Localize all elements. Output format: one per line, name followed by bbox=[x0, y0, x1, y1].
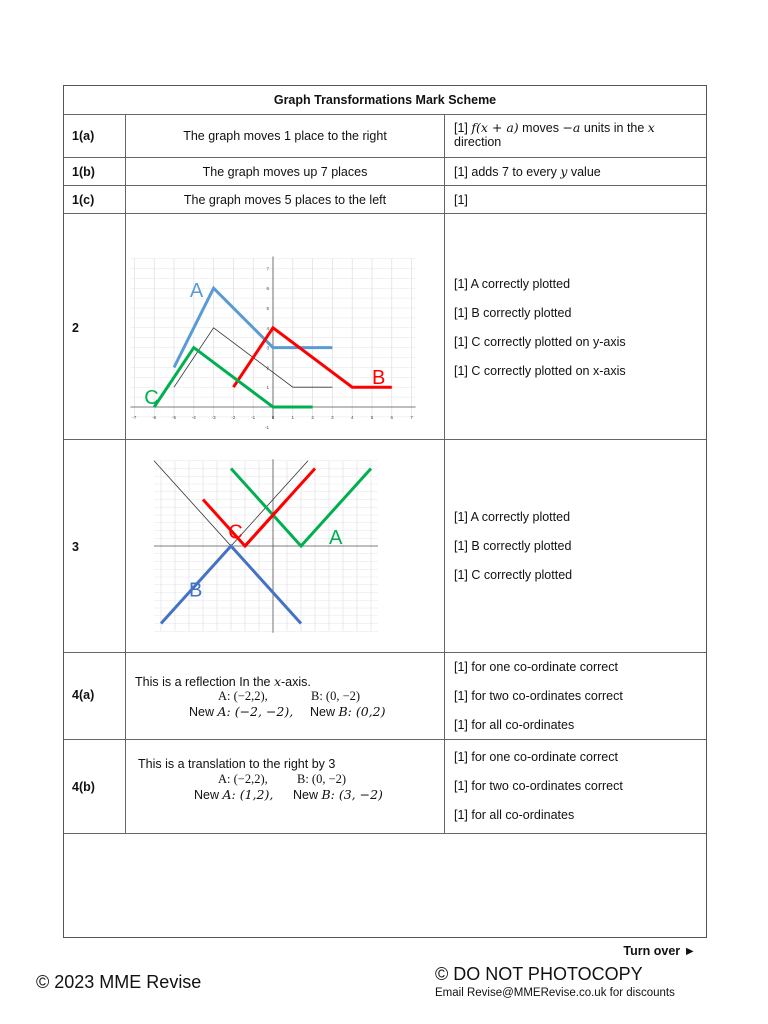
mark-text: [1] B correctly plotted bbox=[454, 539, 572, 553]
graph-label-b: B bbox=[189, 579, 203, 602]
mark-text: [1] for two co-ordinates correct bbox=[454, 689, 623, 703]
mark-text: [1] for all co-ordinates bbox=[454, 718, 575, 732]
x-tick-label: 2 bbox=[311, 415, 314, 420]
mark-text: [1] C correctly plotted on y-axis bbox=[454, 335, 626, 349]
x-tick-label: -5 bbox=[171, 415, 177, 420]
mark-text: [1] A correctly plotted bbox=[454, 277, 571, 291]
x-tick-label: -3 bbox=[211, 415, 216, 420]
x-tick-label: -7 bbox=[132, 415, 137, 420]
graph-label-c: C bbox=[228, 521, 243, 544]
table-row-1c bbox=[64, 185, 706, 213]
answer-text: This is a reflection In the x-axis. bbox=[135, 674, 311, 689]
y-tick-label: 5 bbox=[266, 306, 269, 311]
mark-text: [1] for one co-ordinate correct bbox=[454, 750, 618, 764]
copyright-text: © 2023 MME Revise bbox=[36, 972, 202, 992]
question-number: 1(c) bbox=[72, 193, 95, 207]
x-tick-label: -2 bbox=[231, 415, 236, 420]
question-number: 4(a) bbox=[72, 688, 95, 702]
mark-text: [1] A correctly plotted bbox=[454, 510, 571, 524]
mark-scheme-table bbox=[63, 85, 707, 938]
question-number: 1(b) bbox=[72, 165, 95, 179]
y-tick-label: 2 bbox=[266, 365, 269, 371]
mark-text: [1] B correctly plotted bbox=[454, 306, 572, 320]
table-row-4a bbox=[64, 652, 706, 739]
graph-question-2 bbox=[134, 252, 434, 432]
table-row-3 bbox=[64, 439, 706, 652]
question-number: 2 bbox=[72, 321, 79, 335]
mark-text: [1] for one co-ordinate correct bbox=[454, 660, 618, 674]
y-tick-label: 1 bbox=[266, 385, 269, 391]
turn-over-label: Turn over ► bbox=[623, 944, 696, 958]
x-tick-label: 6 bbox=[390, 415, 394, 420]
y-tick-label: 3 bbox=[266, 345, 269, 351]
answer-text: The graph moves up 7 places bbox=[202, 165, 368, 179]
x-tick-label: 1 bbox=[291, 415, 295, 420]
y-tick-label: 4 bbox=[266, 325, 269, 331]
email-discount-text: Email Revise@MMERevise.co.uk for discounts bbox=[435, 987, 675, 999]
table-row-1b bbox=[64, 157, 706, 185]
do-not-photocopy-text: © DO NOT PHOTOCOPY bbox=[435, 964, 643, 984]
answer-text: The graph moves 1 place to the right bbox=[183, 129, 387, 143]
x-tick-label: 3 bbox=[331, 415, 334, 420]
table-row-2 bbox=[64, 213, 706, 439]
new-coordinate-a: New A: (1,2), bbox=[194, 787, 274, 802]
x-tick-label: 7 bbox=[410, 415, 413, 420]
mark-text: [1] f(x + a) moves −a units in the x direction bbox=[454, 120, 655, 149]
new-coordinate-b: New B: (3, −2) bbox=[293, 787, 383, 802]
graph-label-b: B bbox=[372, 367, 386, 390]
mark-text: [1] bbox=[454, 193, 468, 207]
table-title: Graph Transformations Mark Scheme bbox=[273, 93, 497, 107]
table-row-4b bbox=[64, 739, 706, 833]
mark-text: [1] C correctly plotted bbox=[454, 568, 573, 582]
table-row-1a bbox=[64, 114, 706, 157]
question-number: 4(b) bbox=[72, 780, 95, 794]
mark-text: [1] adds 7 to every y value bbox=[454, 164, 601, 179]
new-coordinate-a: New A: (−2, −2), bbox=[189, 704, 294, 719]
original-coordinate-b: B: (0, −2) bbox=[297, 772, 347, 786]
y-tick-label: 6 bbox=[266, 286, 269, 292]
mark-text: [1] C correctly plotted on x-axis bbox=[454, 364, 626, 378]
original-coordinate-a: A: (−2,2), bbox=[218, 689, 268, 703]
graph-question-3 bbox=[136, 446, 436, 646]
graph-label-a: A bbox=[329, 527, 343, 549]
mark-text: [1] for two co-ordinates correct bbox=[454, 779, 623, 793]
original-coordinate-b: B: (0, −2) bbox=[311, 689, 361, 703]
answer-text: The graph moves 5 places to the left bbox=[183, 193, 387, 207]
table-row-empty bbox=[64, 833, 706, 937]
x-tick-label: 5 bbox=[370, 415, 374, 420]
mark-text: [1] for all co-ordinates bbox=[454, 808, 575, 822]
question-number: 3 bbox=[72, 540, 79, 554]
new-coordinate-b: New B: (0,2) bbox=[310, 704, 386, 719]
y-tick-label: 7 bbox=[266, 266, 269, 272]
question-number: 1(a) bbox=[72, 129, 95, 143]
x-tick-label: -4 bbox=[191, 415, 196, 420]
x-tick-label: 4 bbox=[350, 415, 354, 420]
x-tick-label: -6 bbox=[152, 415, 157, 420]
graph-label-a: A bbox=[189, 280, 204, 303]
answer-text: This is a translation to the right by 3 bbox=[138, 757, 336, 771]
graph-label-c: C bbox=[144, 387, 159, 409]
original-coordinate-a: A: (−2,2), bbox=[218, 772, 268, 786]
x-tick-label: 0 bbox=[271, 415, 275, 420]
y-tick-label: -1 bbox=[264, 424, 269, 430]
x-tick-label: -1 bbox=[251, 415, 256, 420]
